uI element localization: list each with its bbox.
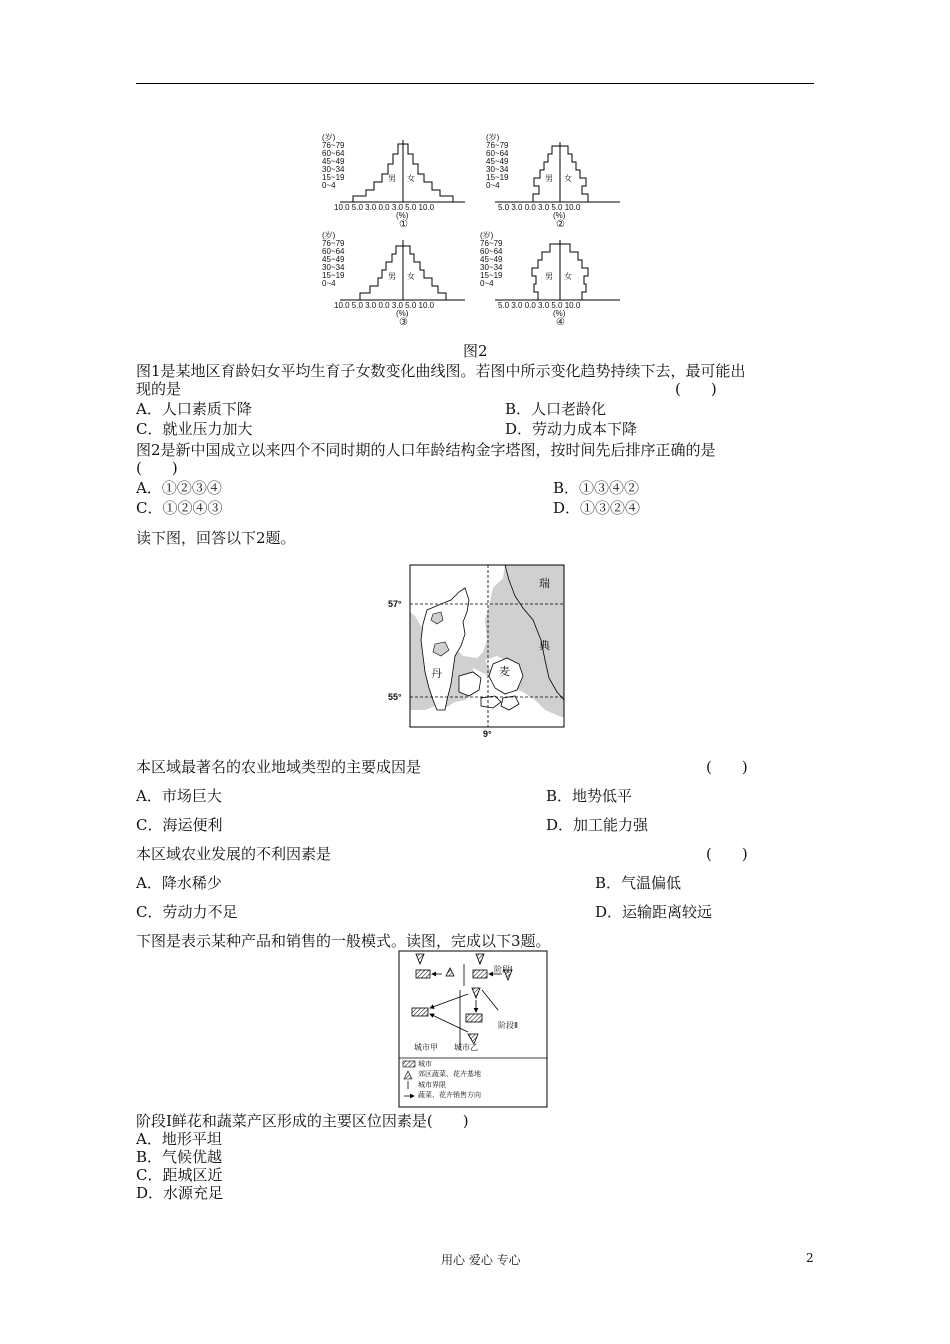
male-label: 男	[388, 272, 396, 281]
age-labels-1	[322, 134, 344, 190]
denmark-label: 麦	[499, 666, 510, 678]
question-stem: 阶段Ⅰ鲜花和蔬菜产区形成的主要区位因素是( )	[136, 1112, 469, 1130]
figure-caption: 图2	[463, 342, 488, 360]
option-b: B．人口老龄化	[505, 400, 607, 418]
production-sales-diagram	[398, 950, 548, 1108]
age-label: 45~49	[480, 255, 503, 264]
age-label: (岁)	[322, 133, 336, 142]
x-axis-ticks: 5.0 3.0 0.0 3.0 5.0 10.0	[498, 203, 581, 212]
age-label: 0~4	[322, 181, 336, 190]
age-label: 45~49	[322, 157, 345, 166]
age-label: 30~34	[486, 165, 509, 174]
age-label: 60~64	[322, 149, 345, 158]
age-label: 30~34	[480, 263, 503, 272]
legend-boundary: 城市界限	[418, 1082, 446, 1089]
age-label: 15~19	[322, 173, 345, 182]
x-axis-ticks: 5.0 3.0 0.0 3.0 5.0 10.0	[498, 301, 581, 310]
stage-2-label: 阶段Ⅱ	[498, 1021, 518, 1030]
male-label: 男	[388, 174, 396, 183]
age-label: 76~79	[480, 239, 503, 248]
option-b: B．①③④②	[553, 479, 640, 497]
age-label: 15~19	[480, 271, 503, 280]
city-a-label: 城市甲	[414, 1043, 438, 1052]
age-label: 0~4	[480, 279, 494, 288]
female-label: 女	[407, 272, 415, 281]
pyramid-label: ①	[399, 219, 408, 230]
age-label: 60~64	[322, 247, 345, 256]
option-d: D．加工能力强	[546, 816, 649, 834]
male-label: 男	[545, 174, 553, 183]
question-stem: 本区域最著名的农业地域类型的主要成因是	[136, 758, 422, 776]
city-b-label: 城市乙	[454, 1043, 478, 1052]
age-label: 0~4	[486, 181, 500, 190]
pyramid-label: ③	[399, 317, 408, 328]
denmark-label: 丹	[431, 668, 442, 680]
pyramid-label: ④	[556, 317, 565, 328]
page-number: 2	[806, 1251, 814, 1265]
option-a: A．①②③④	[136, 479, 222, 497]
latitude-57-label: 57°	[388, 599, 402, 609]
legend-base: 郊区蔬菜、花卉基地	[418, 1071, 481, 1078]
population-pyramids-figure	[320, 130, 640, 340]
female-label: 女	[564, 272, 572, 281]
age-label: 76~79	[322, 239, 345, 248]
age-label: 76~79	[486, 141, 509, 150]
question-stem: 图1是某地区育龄妇女平均生育子女数变化曲线图。若图中所示变化趋势持续下去，最可能出	[136, 362, 746, 380]
age-labels-3	[322, 232, 344, 288]
option-d: D．劳动力成本下降	[505, 420, 638, 438]
age-label: 60~64	[480, 247, 503, 256]
x-axis-ticks: 10.0 5.0 3.0 0.0 3.0 5.0 10.0	[334, 301, 435, 310]
female-label: 女	[564, 174, 572, 183]
section-intro: 下图是表示某种产品和销售的一般模式。读图，完成以下3题。	[136, 932, 551, 950]
age-label: (岁)	[486, 133, 500, 142]
legend-city: 城市	[418, 1061, 432, 1068]
x-axis-ticks: 10.0 5.0 3.0 0.0 3.0 5.0 10.0	[334, 203, 435, 212]
question-stem: 图2是新中国成立以来四个不同时期的人口年龄结构金字塔图，按时间先后排序正确的是	[136, 441, 716, 459]
age-label: (岁)	[480, 231, 494, 240]
option-c: C．距城区近	[136, 1166, 223, 1184]
age-label: 45~49	[486, 157, 509, 166]
option-a: A．地形平坦	[136, 1130, 222, 1148]
header-rule	[136, 83, 814, 84]
option-c: C．海运便利	[136, 816, 223, 834]
option-c: C．就业压力加大	[136, 420, 253, 438]
option-b: B．气温偏低	[595, 874, 682, 892]
age-label: 15~19	[486, 173, 509, 182]
age-label: 30~34	[322, 165, 345, 174]
age-label: (岁)	[322, 231, 336, 240]
axis-unit: (%)	[553, 211, 566, 220]
option-b: B．气候优越	[136, 1148, 223, 1166]
age-label: 0~4	[322, 279, 336, 288]
pyramid-label: ②	[556, 219, 565, 230]
question-stem: 本区域农业发展的不利因素是	[136, 845, 332, 863]
age-labels-4	[480, 232, 502, 288]
stage-1-label: 阶段Ⅰ	[494, 965, 513, 974]
option-c: C．①②④③	[136, 499, 223, 517]
option-c: C．劳动力不足	[136, 903, 238, 921]
axis-unit: (%)	[396, 309, 409, 318]
option-d: D．水源充足	[136, 1184, 224, 1202]
answer-blank: ( )	[675, 380, 717, 398]
question-stem: 现的是	[136, 380, 182, 398]
option-a: A．市场巨大	[136, 787, 222, 805]
latitude-55-label: 55°	[388, 692, 402, 702]
age-labels-2	[486, 134, 508, 190]
female-label: 女	[407, 174, 415, 183]
legend-direction: 蔬菜、花卉销售方向	[418, 1092, 481, 1099]
age-label: 30~34	[322, 263, 345, 272]
axis-unit: (%)	[396, 211, 409, 220]
age-label: 76~79	[322, 141, 345, 150]
axis-unit: (%)	[553, 309, 566, 318]
sweden-label: 瑞	[539, 578, 550, 590]
option-d: D．运输距离较远	[595, 903, 713, 921]
answer-blank: ( )	[706, 845, 748, 863]
option-b: B．地势低平	[546, 787, 633, 805]
denmark-map	[385, 560, 570, 745]
longitude-9-label: 9°	[483, 729, 492, 739]
option-a: A．人口素质下降	[136, 400, 252, 418]
age-label: 45~49	[322, 255, 345, 264]
answer-blank: ( )	[136, 459, 178, 477]
footer-text: 用心 爱心 专心	[441, 1253, 521, 1267]
option-d: D．①③②④	[553, 499, 641, 517]
age-label: 60~64	[486, 149, 509, 158]
section-intro: 读下图，回答以下2题。	[136, 529, 296, 547]
age-label: 15~19	[322, 271, 345, 280]
male-label: 男	[545, 272, 553, 281]
option-a: A．降水稀少	[136, 874, 222, 892]
sweden-label: 典	[539, 640, 550, 652]
answer-blank: ( )	[706, 758, 748, 776]
